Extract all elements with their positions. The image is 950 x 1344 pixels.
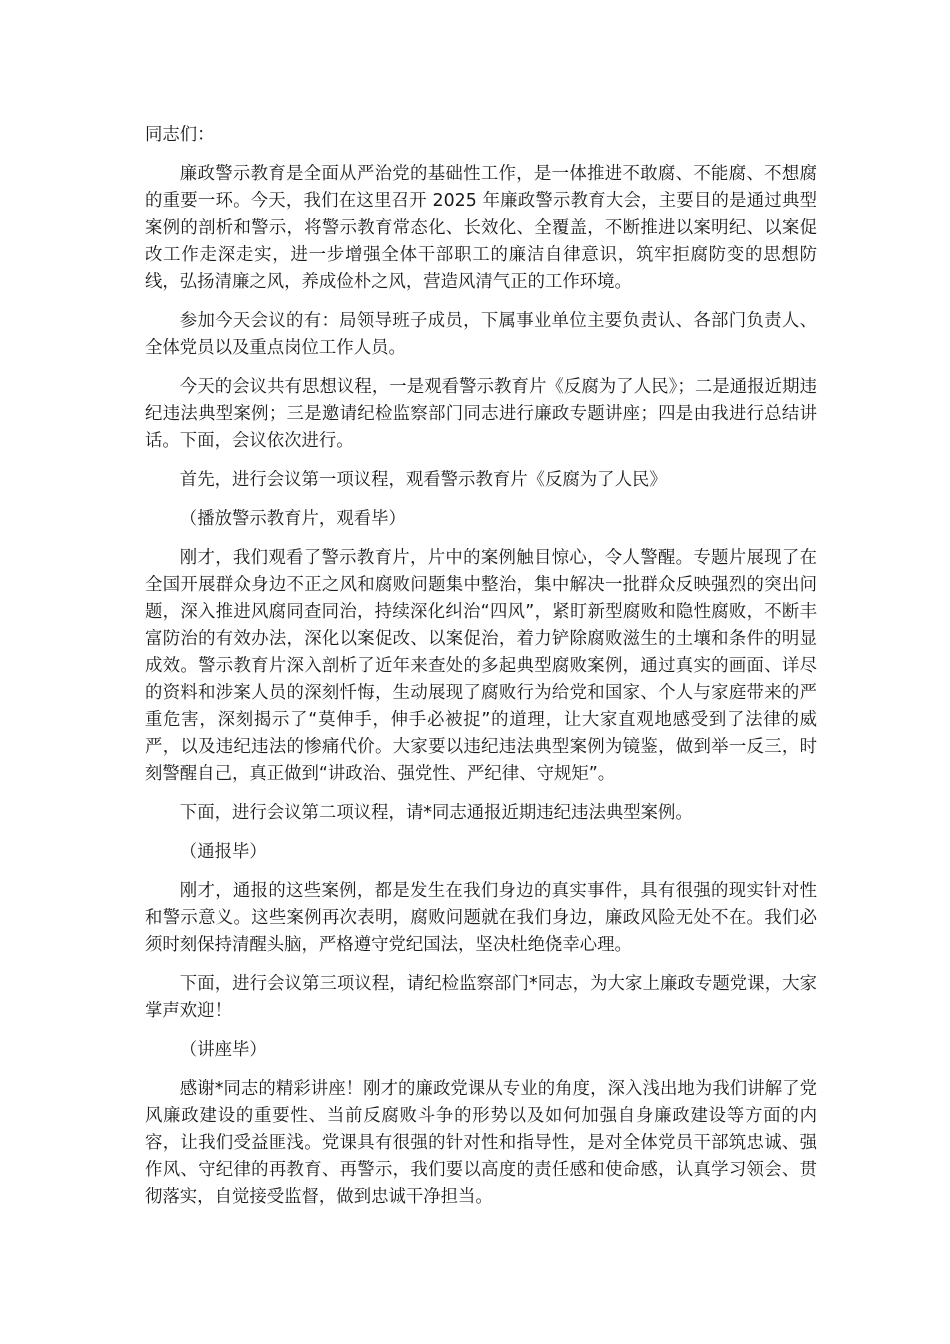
paragraph-attendees: 参加今天会议的有：局领导班子成员，下属事业单位主要负责认、各部门负责人、全体党员以及重点岗位工作人员。	[145, 311, 817, 358]
paragraph-item-two: 下面，进行会议第二项议程，请*同志通报近期违纪违法典型案例。	[179, 803, 693, 823]
paragraph-item-three: 下面，进行会议第三项议程，请纪检监察部门*同志，为大家上廉政专题党课，大家掌声欢迎！	[145, 974, 817, 1021]
salutation: 同志们：	[145, 125, 215, 145]
paragraph-lecture-review: 感谢*同志的精彩讲座！刚才的廉政党课从专业的角度，深入浅出地为我们讲解了党风廉政建设的重要性、当前反腐败斗争的形势以及如何加强自身廉政建设等方面的内容，让我们受益匪浅。党课具有很强的针对性和指导性，是对全体党员干部筑忠诚、强作风、守纪律的再教育、再警示，我们要以高度的责任感和使命感，认真学习领会、贯彻落实，自觉接受监督，做到忠诚干净担当。	[145, 1079, 817, 1207]
paragraph-film-review: 刚才，我们观看了警示教育片，片中的案例触目惊心，令人警醒。专题片展现了在全国开展群众身边不正之风和腐败问题集中整治，集中解决一批群众反映强烈的突出问题，深入推进风腐同查同治，持续深化纠治“四风”，紧盯新型腐败和隐性腐败，不断丰富防治的有效办法，深化以案促改、以案促治，着力铲除腐败滋生的土壤和条件的明显成效。警示教育片深入剖析了近年来查处的多起典型腐败案例，通过真实的画面、详尽的资料和涉案人员的深刻忏悔，生动展现了腐败行为给党和国家、个人与家庭带来的严重危害，深刻揭示了“莫伸手，伸手必被捉”的道理，让大家直观地感受到了法律的威严，以及违纪违法的惨痛代价。大家要以违纪违法典型案例为镜鉴，做到举一反三，时刻警醒自己，真正做到“讲政治、强党性、严纪律、守规矩”。	[145, 548, 817, 784]
paragraph-report-review: 刚才，通报的这些案例，都是发生在我们身边的真实事件，具有很强的现实针对性和警示意义。这些案例再次表明，腐败问题就在我们身边，廉政风险无处不在。我们必须时刻保持清醒头脑，严格遵守党纪国法，坚决杜绝侥幸心理。	[145, 881, 817, 955]
stage-note-report: （通报毕）	[179, 842, 267, 862]
paragraph-opening: 廉政警示教育是全面从严治党的基础性工作，是一体推进不敢腐、不能腐、不想腐的重要一环。今天，我们在这里召开 2025 年廉政警示教育大会，主要目的是通过典型案例的剖析和警示，将警示教育常态化、长效化、全覆盖，不断推进以案明纪、以案促改工作走深走实，进一步增强全体干部职工的廉洁自律意识，筑牢拒腐防变的思想防线，弘扬清廉之风，养成俭朴之风，营造风清气正的工作环境。	[145, 164, 817, 292]
stage-note-film: （播放警示教育片，观看毕）	[179, 509, 406, 529]
stage-note-lecture: （讲座毕）	[179, 1040, 267, 1060]
paragraph-agenda: 今天的会议共有思想议程，一是观看警示教育片《反腐为了人民》；二是通报近期违纪违法典型案例；三是邀请纪检监察部门同志进行廉政专题讲座；四是由我进行总结讲话。下面，会议依次进行。	[145, 377, 817, 451]
document-body	[145, 122, 817, 1223]
paragraph-item-one: 首先，进行会议第一项议程，观看警示教育片《反腐为了人民》	[179, 470, 667, 490]
